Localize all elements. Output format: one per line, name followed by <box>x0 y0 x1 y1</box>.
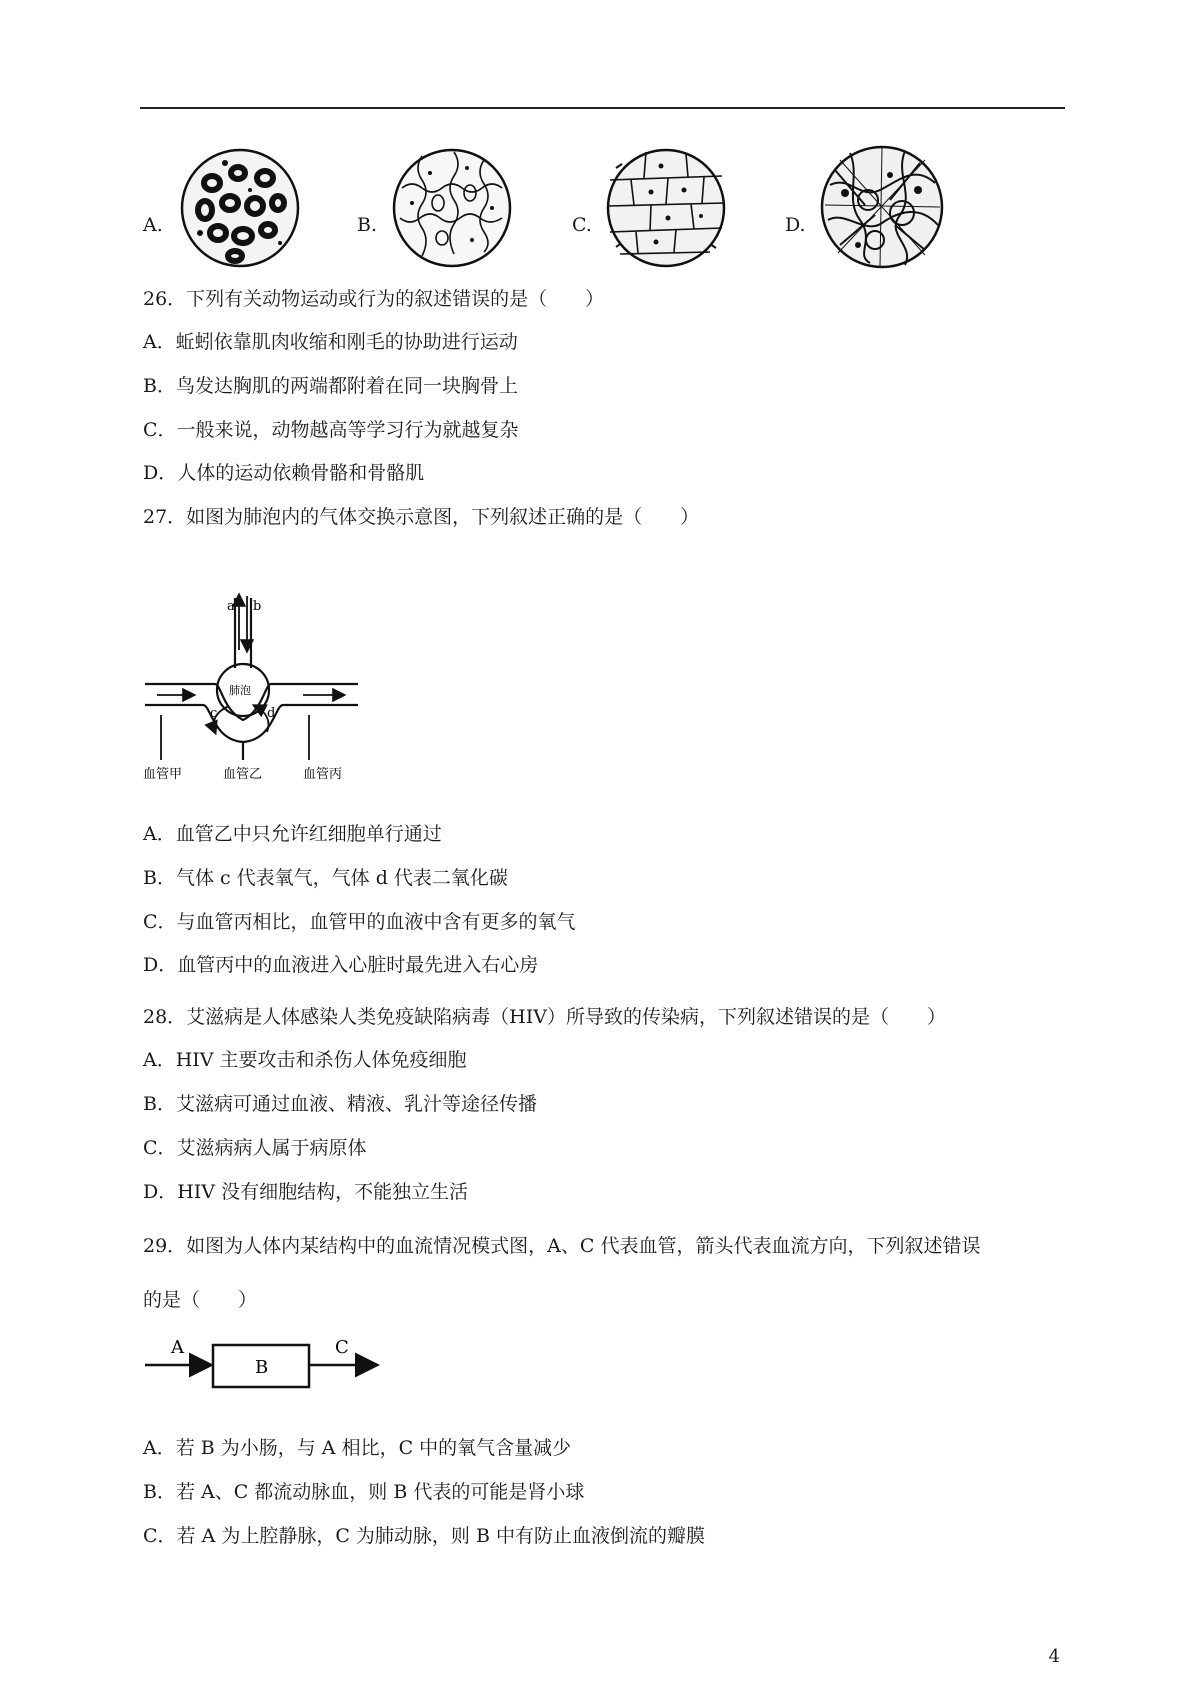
flow-box-label: B <box>255 1357 269 1378</box>
q29-option-a: A．若 B 为小肠，与 A 相比，C 中的氧气含量减少 <box>143 1437 572 1459</box>
q28-option-c: C．艾滋病病人属于病原体 <box>143 1137 367 1159</box>
q28-option-d: D．HIV 没有细胞结构，不能独立生活 <box>143 1181 469 1203</box>
q27-stem: 27．如图为肺泡内的气体交换示意图，下列叙述正确的是（ ） <box>143 506 700 528</box>
q27-option-a: A．血管乙中只允许红细胞单行通过 <box>143 823 442 845</box>
q28-option-b: B．艾滋病可通过血液、精液、乳汁等途径传播 <box>143 1093 537 1115</box>
q28-stem: 28．艾滋病是人体感染人类免疫缺陷病毒（HIV）所导致的传染病，下列叙述错误的是（ ） <box>143 1006 946 1028</box>
q26-option-c: C．一般来说，动物越高等学习行为就越复杂 <box>143 419 519 441</box>
vessel-2-label: 血管乙 <box>223 767 263 782</box>
header-rule <box>140 107 1065 109</box>
option-c-label: C. <box>572 214 592 236</box>
q29-stem-line1: 29．如图为人体内某结构中的血流情况模式图，A、C 代表血管，箭头代表血流方向，下列叙述错误 <box>143 1235 981 1257</box>
q26-stem: 26．下列有关动物运动或行为的叙述错误的是（ ） <box>143 288 605 310</box>
alveolus-gas-exchange-diagram <box>143 590 373 790</box>
vessel-1-label: 血管甲 <box>143 767 183 782</box>
q26-option-b: B．鸟发达胸肌的两端都附着在同一块胸骨上 <box>143 375 518 397</box>
blood-flow-diagram <box>143 1327 383 1399</box>
q29-stem-line2: 的是（ ） <box>143 1289 258 1311</box>
flow-out-label: C <box>335 1337 349 1358</box>
q26-option-d: D．人体的运动依赖骨骼和骨骼肌 <box>143 462 425 484</box>
onion-epidermis-micrograph <box>606 148 726 268</box>
q27-option-b: B．气体 c 代表氧气，气体 d 代表二氧化碳 <box>143 867 508 889</box>
nerve-cells-micrograph <box>820 145 945 270</box>
page-number: 4 <box>1048 1646 1060 1667</box>
flow-in-label: A <box>171 1337 184 1358</box>
arrow-d-label: d <box>267 706 276 721</box>
q28-option-a: A．HIV 主要攻击和杀伤人体免疫细胞 <box>143 1049 467 1071</box>
q29-option-c: C．若 A 为上腔静脉，C 为肺动脉，则 B 中有防止血液倒流的瓣膜 <box>143 1525 705 1547</box>
red-blood-cells-micrograph <box>180 148 300 268</box>
option-b-label: B. <box>357 214 378 236</box>
alveolus-label: 肺泡 <box>229 684 251 697</box>
q29-option-b: B．若 A、C 都流动脉血，则 B 代表的可能是肾小球 <box>143 1481 585 1503</box>
arrow-c-label: c <box>210 706 218 721</box>
vessel-3-label: 血管丙 <box>303 767 343 782</box>
arrow-b-label: b <box>253 599 262 614</box>
option-a-label: A. <box>143 214 163 236</box>
arrow-a-label: a <box>227 599 235 614</box>
leaf-epidermis-micrograph <box>392 148 512 268</box>
option-d-label: D. <box>785 214 806 236</box>
q27-option-c: C．与血管丙相比，血管甲的血液中含有更多的氧气 <box>143 911 576 933</box>
q26-option-a: A．蚯蚓依靠肌肉收缩和刚毛的协助进行运动 <box>143 331 518 353</box>
q27-option-d: D．血管丙中的血液进入心脏时最先进入右心房 <box>143 954 539 976</box>
